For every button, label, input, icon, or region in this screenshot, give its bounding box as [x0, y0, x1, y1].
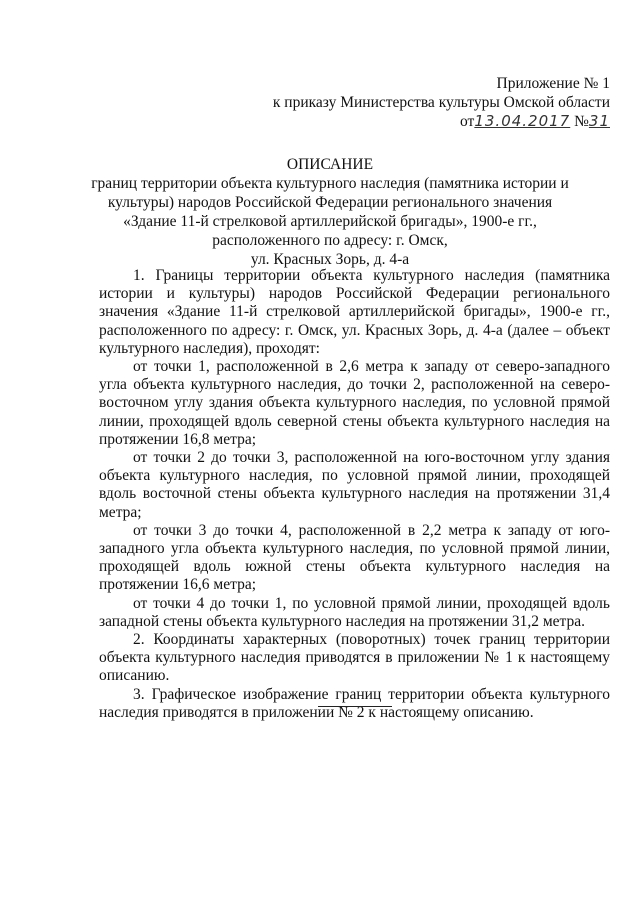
document-heading: ОПИСАНИЕ	[286, 156, 374, 173]
title-line: «Здание 11-й стрелковой артиллерийской бригады», 1900-е гг.,	[123, 213, 537, 230]
title-line: ул. Красных Зорь, д. 4-а	[250, 251, 410, 268]
date-prefix: от	[460, 113, 475, 130]
appendix-reference	[273, 74, 610, 131]
number-prefix: №	[574, 113, 589, 130]
paragraph-2: 2. Координаты характерных (поворотных) точек границ территории объекта культурного наследия приводятся в приложении № 1 к настоящему описанию.	[99, 631, 610, 685]
order-line: к приказу Министерства культуры Омской области	[272, 94, 610, 111]
handwritten-date: 13.04.2017	[474, 112, 571, 130]
document-body	[99, 267, 610, 722]
title-line: границ территории объекта культурного наследия (памятника истории и	[91, 175, 569, 192]
appendix-title: Приложение № 1	[496, 75, 610, 92]
title-line: расположенного по адресу: г. Омск,	[212, 232, 448, 249]
boundary-segment-3-4: от точки 3 до точки 4, расположенной в 2,2 метра к западу от юго-западного угла объекта культурного наследия, по условной прямой линии, проходящей вдоль южной стены объекта культурного наследия на протяжении 16,6 метра;	[99, 521, 610, 594]
handwritten-number: 31	[588, 112, 610, 130]
paragraph-1: 1. Границы территории объекта культурного наследия (памятника истории и культуры) народов Российской Федерации регионального значения «Здание 11-й стрелковой артиллерийской бригады», 1900-е гг., расположенного по адресу: г. Омск, ул. Красных Зорь, д. 4-а (далее – объект культурного наследия), проходят:	[99, 267, 610, 357]
order-date-number	[273, 112, 610, 131]
document-title-block	[60, 155, 600, 269]
boundary-segment-4-1: от точки 4 до точки 1, по условной прямой линии, проходящей вдоль западной стены объекта культурного наследия на протяжении 31,2 метра.	[99, 594, 610, 630]
end-divider	[318, 706, 392, 707]
boundary-segment-1-2: от точки 1, расположенной в 2,6 метра к западу от северо-западного угла объекта культурного наследия, до точки 2, расположенной на северо-восточном углу здания объекта культурного наследия, по условной прямой линии, проходящей вдоль северной стены объекта культурного наследия на протяжении 16,8 метра;	[99, 358, 610, 448]
title-line: культуры) народов Российской Федерации регионального значения	[107, 194, 553, 211]
paragraph-3: 3. Графическое изображение границ территории объекта культурного наследия приводятся в приложении № 2 к настоящему описанию.	[99, 685, 610, 721]
boundary-segment-2-3: от точки 2 до точки 3, расположенной на юго-восточном углу здания объекта культурного наследия, по условной прямой линии, проходящей вдоль восточной стены объекта культурного наследия на протяжении 31,4 метра;	[99, 449, 610, 521]
